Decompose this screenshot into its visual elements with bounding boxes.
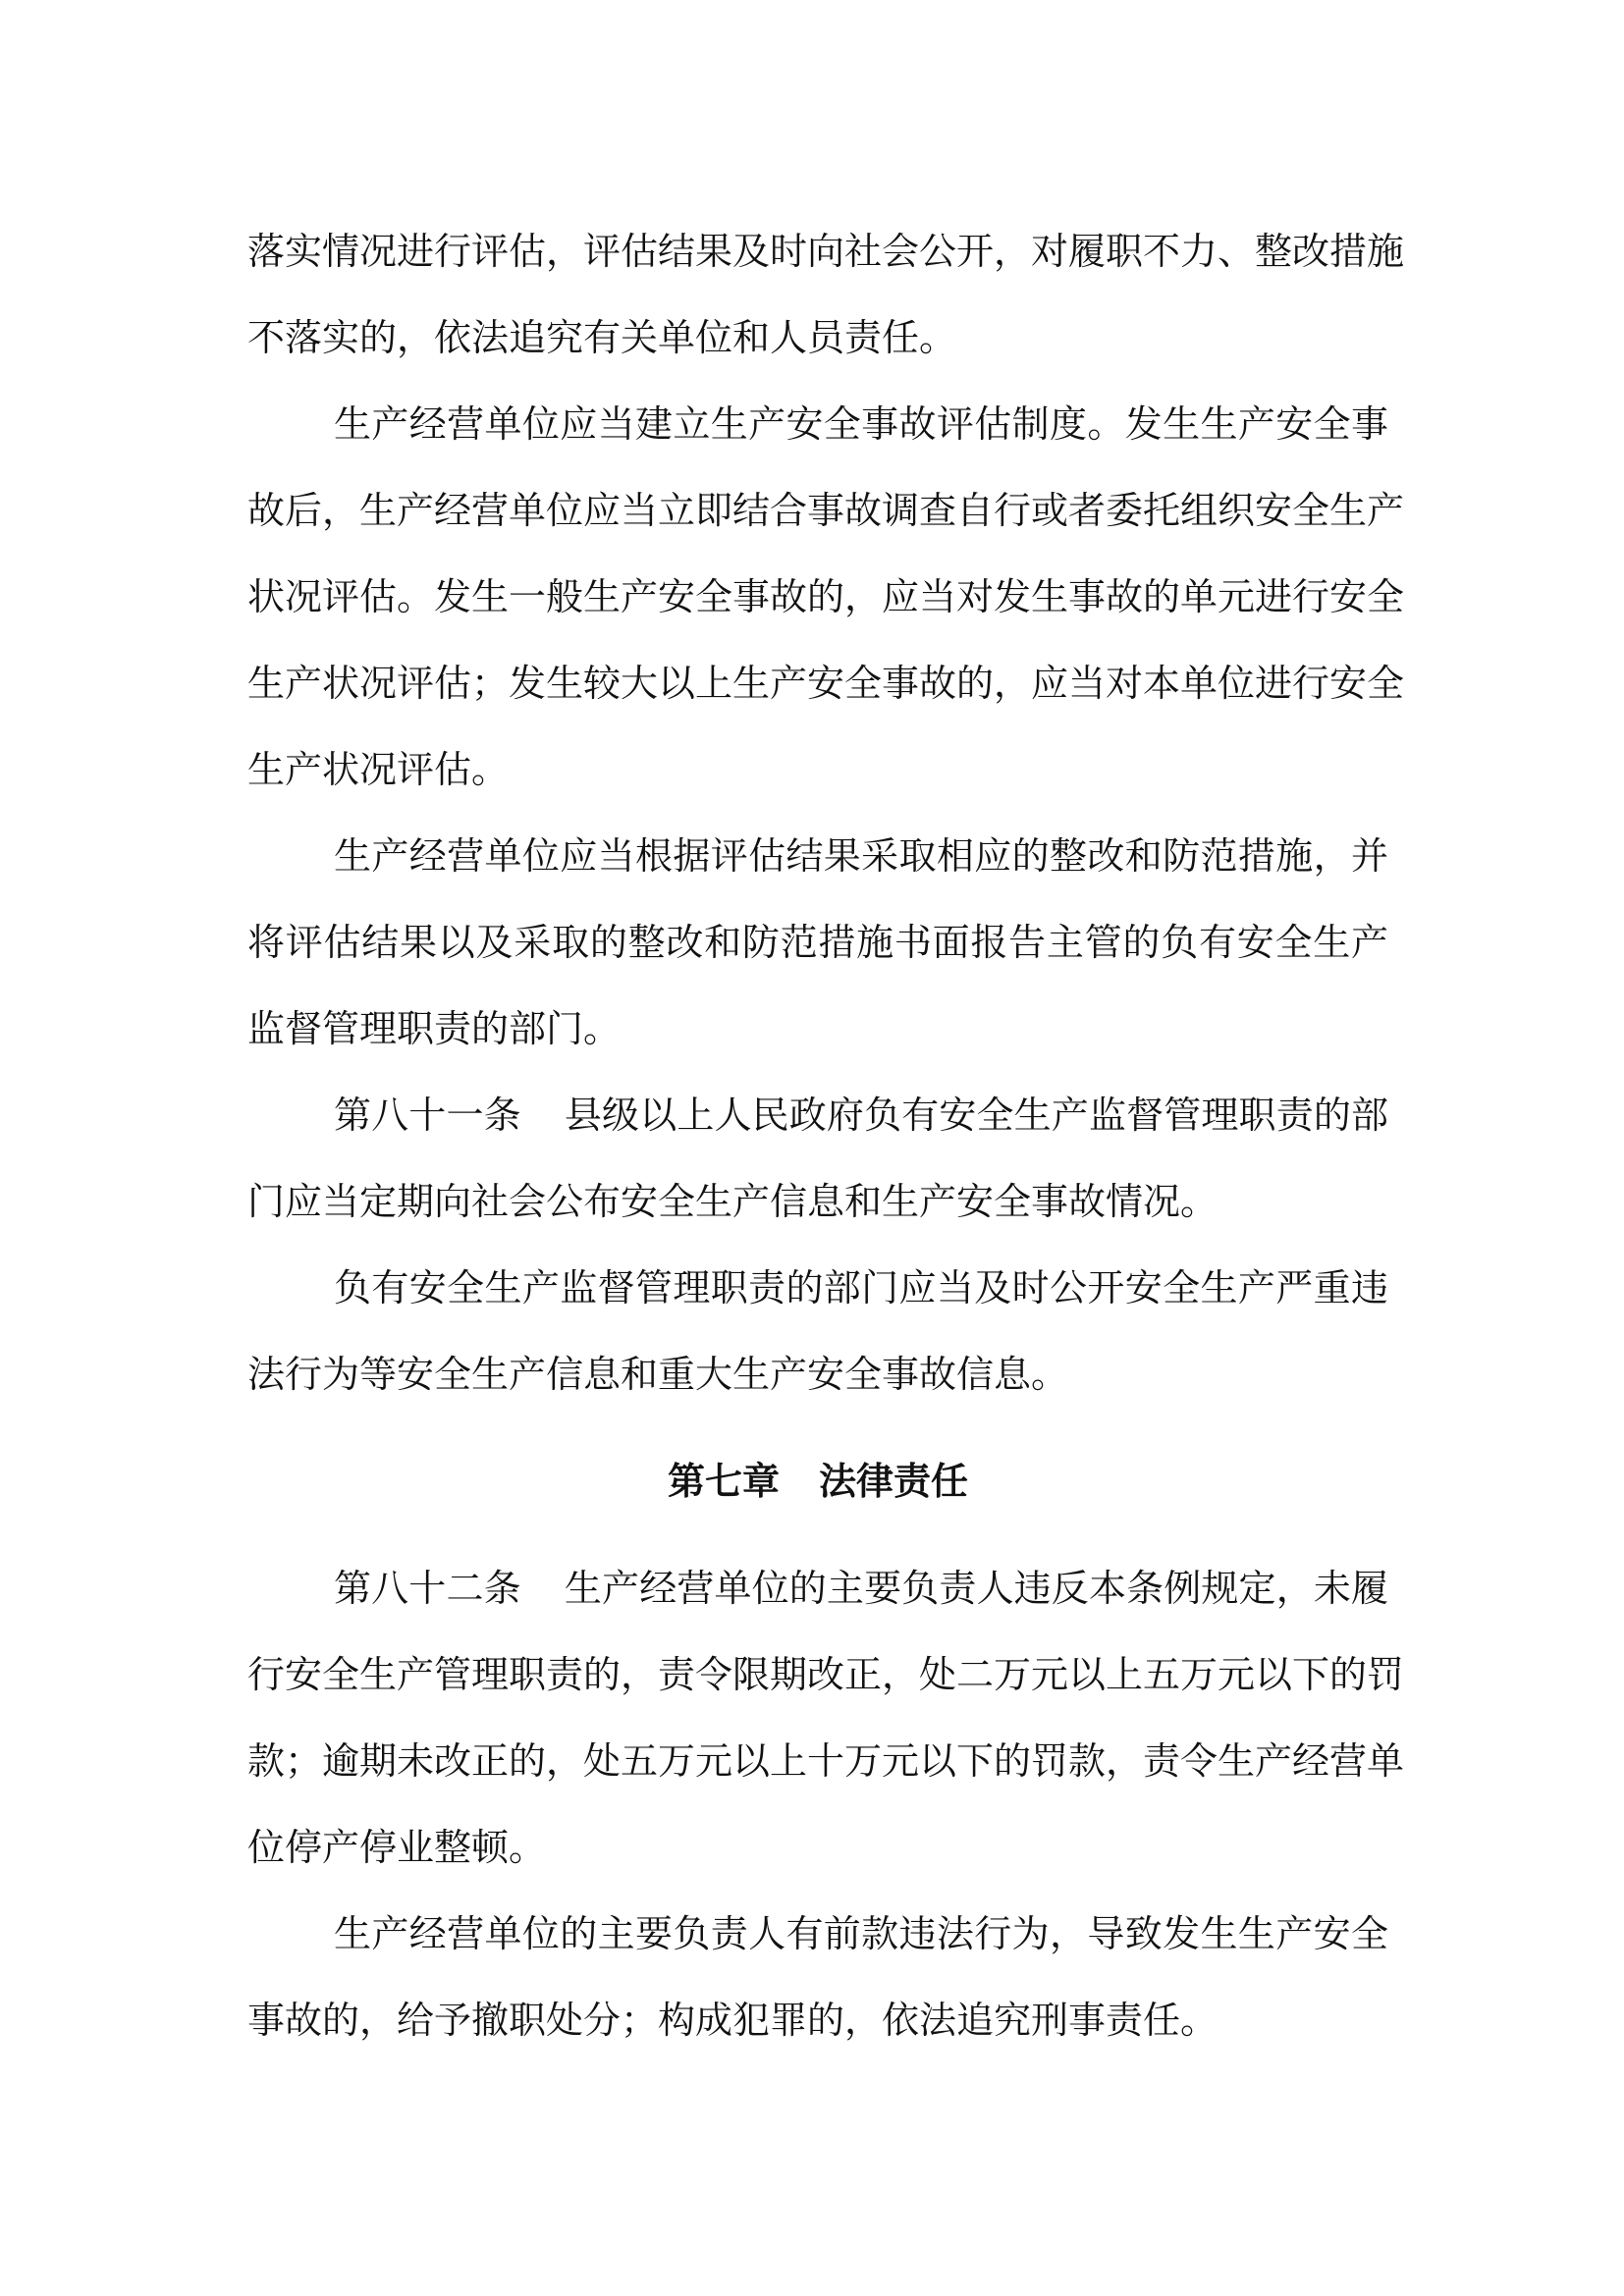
paragraph-line: 生产经营单位应当根据评估结果采取相应的整改和防范措施，并 xyxy=(334,834,1388,878)
paragraph-line: 落实情况进行评估，评估结果及时向社会公开，对履职不力、整改措施 xyxy=(247,230,1405,273)
article-text: 县级以上人民政府负有安全生产监督管理职责的部 xyxy=(564,1094,1388,1137)
paragraph-line: 状况评估。发生一般生产安全事故的，应当对发生事故的单元进行安全 xyxy=(247,575,1405,618)
document-body xyxy=(247,208,1405,2063)
paragraph-line: 行安全生产管理职责的，责令限期改正，处二万元以上五万元以下的罚 xyxy=(247,1653,1405,1696)
paragraph-line: 负有安全生产监督管理职责的部门应当及时公开安全生产严重违 xyxy=(334,1266,1388,1309)
article-text: 生产经营单位的主要负责人违反本条例规定，未履 xyxy=(564,1567,1388,1610)
paragraph-rectification-report xyxy=(247,813,1388,1072)
paragraph-line: 监督管理职责的部门。 xyxy=(247,1007,622,1050)
article-number: 第八十二条 xyxy=(334,1567,521,1610)
paragraph-line: 生产经营单位应当建立生产安全事故评估制度。发生生产安全事 xyxy=(334,402,1388,446)
chapter-number: 第七章 xyxy=(667,1460,780,1503)
article-82 xyxy=(247,1545,1405,1891)
article-81 xyxy=(247,1072,1388,1245)
chapter-heading xyxy=(247,1417,1388,1545)
paragraph-line: 生产状况评估。 xyxy=(247,748,510,791)
paragraph-accident-evaluation-system xyxy=(247,381,1405,813)
paragraph-line: 故后，生产经营单位应当立即结合事故调查自行或者委托组织安全生产 xyxy=(247,489,1405,532)
paragraph-line: 法行为等安全生产信息和重大生产安全事故信息。 xyxy=(247,1353,1069,1396)
paragraph-line: 生产状况评估；发生较大以上生产安全事故的，应当对本单位进行安全 xyxy=(247,662,1405,705)
article-first-line xyxy=(247,1072,1388,1158)
chapter-title: 法律责任 xyxy=(819,1460,969,1503)
paragraph-line: 事故的，给予撤职处分；构成犯罪的，依法追究刑事责任。 xyxy=(247,1999,1218,2042)
article-first-line xyxy=(247,1545,1388,1631)
paragraph-evaluation-disclosure xyxy=(247,208,1405,381)
paragraph-line: 将评估结果以及采取的整改和防范措施书面报告主管的负有安全生产 xyxy=(247,921,1388,964)
paragraph-disclosure-violations xyxy=(247,1245,1388,1417)
paragraph-criminal-liability xyxy=(247,1891,1388,2063)
article-number: 第八十一条 xyxy=(334,1094,521,1137)
paragraph-line: 款；逾期未改正的，处五万元以上十万元以下的罚款，责令生产经营单 xyxy=(247,1739,1405,1783)
paragraph-line: 不落实的，依法追究有关单位和人员责任。 xyxy=(247,316,957,359)
paragraph-line: 门应当定期向社会公布安全生产信息和生产安全事故情况。 xyxy=(247,1180,1218,1223)
paragraph-line: 位停产停业整顿。 xyxy=(247,1826,547,1869)
paragraph-line: 生产经营单位的主要负责人有前款违法行为，导致发生生产安全 xyxy=(334,1912,1388,1955)
